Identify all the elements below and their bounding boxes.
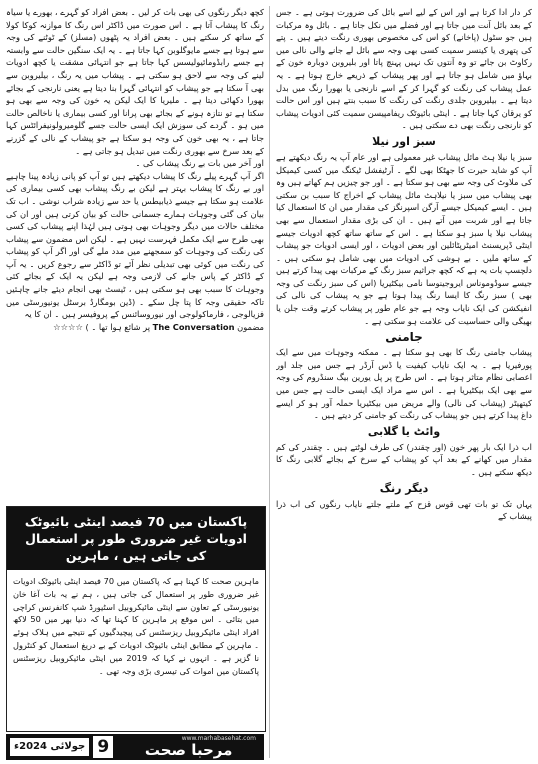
- section-paragraph: سبز یا نیلا ہٹ مائل پیشاب غیر معمولی ہے اور عام آپ یہ رنگ دیکھتے ہے آپ کو شاید حیرت کا جھٹکا بھی لگے ۔ آرٹیفشل ٹیکنگ میں کسی کیمیکل کی ملاوٹ کی وجہ سے بھی ہو سکتا ہے ۔ اور جو چیزیں ہم کھاتے ہیں وہ بھی پیشاب میں سبز یا نیلاہٹ مائل پیشاب کے اخراج کا سبب بن سکتی ہیں ۔ ایسے کیمیکل جیسے آرگن اسپرنگز کی مقدار میں ان کا استعمال کیا جاتا ہے اور شربت میں آتے ہیں ۔ ان کی بڑی مقدار استعمال سے بھی پیشاب نیلا یا سبز ہو سکتا ہے ۔ اس کے ساتھ ساتھ کچھ ادویات جیسے اینٹی ڈپریسنٹ امیٹرپٹائلین اور بعض ادویات ، اور ایسی ادویات جو پیشاب کے ساتھ ملیں ۔ بے ہوشی کی ادویات میں بھی شامل ہو سکتی ہیں ۔ دلچسپ بات یہ ہے کہ کچھ جراثیم سبز رنگ کے مرکبات بھی پیدا کرتے ہیں جیسے سوڈوموناس ایروجینوسا نامی بیکٹیریا (اس کی سبز رنگت کی وجہ بھی ) سبز رنگ کا ایسا رنگ پیدا ہوتا ہے جو یہ پیشاب کی نالی کی انفیکشن کی ایک نایاب وجہ ہے جو عام طور پر پیشاب کرتے وقت جلن یا بھیگی والی حساسیت کی علامت ہو سکتی ہے ۔: [276, 151, 532, 326]
- section-heading-purple: جامنی: [385, 330, 423, 345]
- section-heading-green-blue: سبز اور نیلا: [372, 134, 436, 148]
- left-column: [6, 6, 264, 500]
- section-paragraph: پیشاب جامنی رنگ کا بھی ہو سکتا ہے ۔ ممکنہ وجوہات میں سے ایک پورفیریا ہے ۔ یہ ایک نایاب کیفیت یا ڈس آرڈر ہے جس میں جلد اور اعصابی نظام متاثر ہوتا ہے ۔ اس طرح پر پل یورین بیگ سنڈروم کی وجہ سے بھی ایک بیکٹیریا ہے ۔ اس سے مراد ایک ایسی حالت ہے جس میں کیتھیٹر (پیشاب کی نالی) والے مریض میں بیکٹیریا حملہ آور ہو کر ایسے داغ پیدا کرتے ہیں جو پیشاب کی رنگت کو جامنی کر دیتے ہیں ۔: [276, 347, 532, 421]
- news-box: [6, 506, 266, 732]
- magazine-name: The Conversation: [152, 321, 235, 332]
- left-paragraph: اگر آپ گہرے پیلے رنگ کا پیشاب دیکھتے ہیں تو آپ کو پانی زیادہ پینا چاہیے اور بے رنگ کا پیشاب بہتر ہے لیکن بے رنگ پیشاب بھی کسی بیماری کی علامت ہو سکتا ہے جیسے ذیابیطس یا حد سے زیادہ شراب نوشی ۔ اب تک بیان کی گئی وجوہات ہمارے جسمانی حالت کو بیان کرتی ہیں اور ان کی مختلف حالات میں دیگر وجوہات بھی ہوتی ہیں لہٰذا اپنے پیشاب کی کسی بھی طرح سے ایک مکمل فہرست نہیں ہے ۔ لیکن اس مضمون سے پیشاب کی رنگت کی وجوہات کو سمجھنے میں مدد ملے گی اور اگر آپ کو پیشاب کی رنگت میں کوئی بھی تبدیلی نظر آئے تو ڈاکٹر سے رجوع کریں ۔ یہ آپ کے ڈاکٹر کے پاس جانے کی لازمی وجہ ہے لیکن یہ ایک کے بجائے کئی وجوہات کا سبب بھی ہو سکتی ہیں ، ٹیسٹ بھی انجام دیئے جانے چاہئیں تاکہ حقیقی وجہ کا پتا چل سکے ۔ (ڈین بومگارڈ برسٹل یونیورسٹی میں فزیالوجی ، فارماکولوجی اور نیوروسائنس کے پروفیسر ہیں ۔ ان کا یہ: [6, 170, 264, 320]
- section-paragraph: یہاں تک تو بات تھی قوس قزح کے ملتے جلتے نایاب رنگوں کی اب ذرا پیشاب کے: [276, 498, 532, 522]
- credit-suffix: پر شائع ہوا تھا ۔ ): [85, 321, 151, 332]
- article-credit: [6, 321, 264, 334]
- column-divider: [269, 6, 270, 758]
- page-footer: [6, 734, 264, 760]
- section-heading-other-colors: دیگر رنگ: [379, 481, 429, 495]
- right-column: [276, 6, 532, 758]
- section-paragraph: اب ذرا ایک بار پھر خون (اور چقندر) کی طرف لوٹتے ہیں ۔ چقندر کی کم مقدار میں کھانے کے بعد آپ کو پیشاب کے سرخ کے بجائے گلابی رنگ کا دیکھ سکتے ہیں ۔: [276, 441, 532, 477]
- intro-paragraph: کر دار ادا کرتا ہے اور اس کے لیے اسے بائل کی ضرورت ہوتی ہے ۔ جس کے بعد بائل آنت میں جاتا ہے اور فضلے میں نکل جاتا ہے ۔ بائل وہ مرکبات ہیں جو سٹول (پاخانے) کو اس کی مخصوص بھوری رنگت دیتے ہیں ۔ پتے کی پتھری یا کینسر سمیت کسی بھی وجہ سے بائل لے جانے والی نالی میں رکاوٹ بن جائے تو وہ آنتوں تک نہیں پہنچ پاتا اور بلیروبن دوبارہ خون کے بہاؤ میں شامل ہو جاتا ہے اور پھر پیشاب کے ذریعے خارج ہوتا ہے ۔ یہ عمل پیشاب کی رنگت کو گہرا کر کے اسے نارنجی یا بھورا رنگ میں بدل دیتا ہے ۔ بیلیروبن جلدی رنگت کی رنگت کا سبب بنتے ہیں اور اس حالت کو یرقان کہا جاتا ہے ۔ اینٹی بائیوٹک ریفامپیسن سمیت کئی ادویات پیشاب کو نارنجی رنگت بھی دے سکتی ہیں ۔: [276, 7, 532, 131]
- section-heading-violet-pink: وائٹ یا گلابی: [367, 424, 441, 438]
- news-body: ماہرین صحت کا کہنا ہے کہ پاکستان میں 70 فیصد اینٹی بائیوٹک ادویات غیر ضروری طور پر استعمال کی جاتی ہیں ، ہم نے یہ بات آغا خان یونیورسٹی کے تعاون سے اینٹی مائیکروبیل اسٹیورڈ شپ کانفرنس کراچی میں بتائی ۔ اس موقع پر ماہرین کا کہنا تھا کہ دنیا بھر میں 50 لاکھ افراد اینٹی مائیکروبیل ریزسٹنس کی پیچیدگیوں کے نتیجے میں ہلاک ہوئے ۔ ماہرین کے مطابق اینٹی بائیوٹک ادویات کے بے دریغ استعمال کو کنٹرول نا گزیر ہے ۔ انہوں نے کہا کہ 2019 میں اینٹی مائیکروبیل ریزسٹنس پاکستان میں اموات کی تیسری بڑی وجہ تھی ۔: [13, 576, 259, 676]
- website-url: www.marhabasehat.com: [181, 735, 256, 742]
- page-number: 9: [93, 736, 113, 758]
- credit-text: مضمون: [237, 321, 264, 332]
- left-paragraph: اور آخر میں بات بے رنگ پیشاب کی ۔: [135, 158, 264, 169]
- star-icons: ☆☆☆☆: [53, 321, 83, 332]
- left-paragraph: کچھ دیگر رنگوں کی بھی بات کر لیں ۔ بعض افراد کو گہرے ، بھورے یا سیاہ رنگ کا پیشاب آتا ہے ۔ اس صورت میں ڈاکٹر اس رنگ کا موازنہ کوکا کولا کے ساتھ کر سکتے ہیں ۔ بعض افراد یہ پٹھوں (مسلز) کے ٹوٹنے کی وجہ سے ہوتا ہے جسے مایوگلوبن کہا جاتا ہے ۔ یہ ایک سنگین حالت سے وابستہ ہے جسے رابڈومائیولیسس کہا جاتا ہے جو انتہائی مشقت یا کچھ ادویات لینے کی وجہ سے لاحق ہو سکتی ہے ۔ پیشاب میں یہ رنگ ، بیلیروبن سے بھی آ سکتا ہے جو پیشاب کو انتہائی گہرا بنا دیتا ہے یعنی نارنجی کے بجائے بھورا دکھائی دیتا ہے ۔ ملیریا کا ایک لیکن یہ خون کی وجہ سے بھی ہو سکتا ہے تو نتازہ ہونے کے بجائے بھی پرانا اور کسی بیماری یا ناخالص حالت میں ہو ۔ گردے کی سوزش ایک ایسی حالت جسے گلومیرولونیفرائٹس کہا جاتا ہے ، یہ بھی خون کی وجہ ہو سکتا ہے جو پیشاب کے نالی کے گزرنے کے بعد سرخ سے بھوری رنگت میں تبدیل ہو جاتی ہے ۔: [6, 7, 264, 156]
- issue-date: جولائی 2024ء: [10, 738, 89, 756]
- news-headline: پاکستان میں 70 فیصد اینٹی بائیوٹک ادویات غیر ضروری طور پر استعمال کی جاتی ہیں ، ماہرین: [7, 507, 265, 570]
- magazine-logo: مرحبا صحت: [144, 741, 233, 759]
